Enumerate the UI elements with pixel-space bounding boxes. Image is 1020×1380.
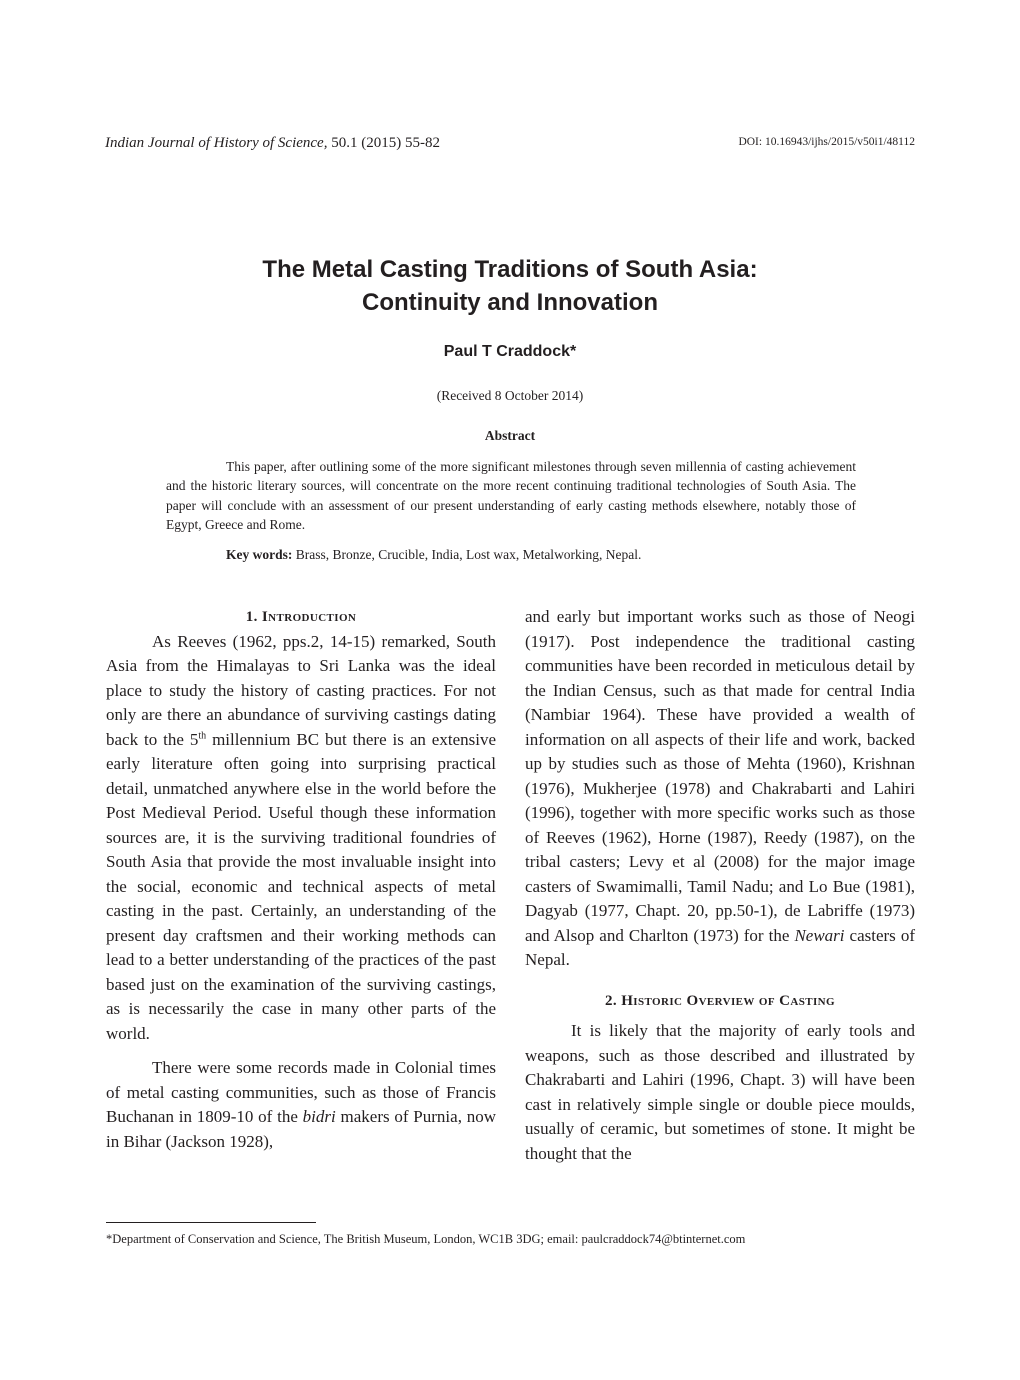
- left-column: [106, 605, 496, 1154]
- volume-pages: 50.1 (2015) 55-82: [327, 135, 440, 151]
- text-run: casters of Nepal.: [525, 925, 915, 969]
- keywords: [226, 547, 641, 563]
- doi: DOI: 10.16943/ijhs/2015/v50i1/48112: [738, 136, 915, 148]
- abstract-text: This paper, after outlining some of the more significant milestones through seven millennia of casting achievement and the historic literary sources, will concentrate on the more recent continuing traditional technologies of South Asia. The paper will conclude with an assessment of our present understanding of early casting methods elsewhere, notably those of Egypt, Greece and Rome.: [166, 459, 856, 532]
- section-number: 2.: [605, 992, 622, 1009]
- text-run: millennium BC but there is an extensive early literature often going into surprising practical detail, unmatched anywhere else in the world before the Post Medieval Period. Useful though these information sources are, it is the surviving traditional foundries of South Asia that provide the most invaluable insight into the social, economic and technical aspects of metal casting in the past. Certainly, an understanding of the present day craftsmen and their working methods can lead to a better understanding of the practices of the past based just on the examination of the surviving castings, as is necessarily the case in many other parts of the world.: [106, 729, 496, 1043]
- section-title: Historic Overview of Casting: [621, 992, 835, 1009]
- section-heading-historic-overview: [525, 989, 915, 1014]
- journal-name: Indian Journal of History of Science,: [105, 135, 328, 151]
- journal-citation: [105, 135, 440, 152]
- keywords-list: Brass, Bronze, Crucible, India, Lost wax, Metalworking, Nepal.: [292, 547, 642, 562]
- superscript: th: [198, 729, 207, 741]
- paragraph: [106, 630, 496, 1047]
- paper-title: [105, 253, 915, 319]
- received-date: (Received 8 October 2014): [436, 388, 584, 403]
- paragraph: It is likely that the majority of early tools and weapons, such as those described and illustrated by Chakrabarti and Lahiri (1996, Chapt. 3) will have been cast in relatively simple single or double piece moulds, usually of ceramic, but sometimes of stone. It might be thought that the: [525, 1021, 915, 1163]
- text-run: There were some records made in Colonial times of metal casting communities, such as those of Francis Buchanan in 1809-10 of the: [106, 1058, 496, 1126]
- text-run: As Reeves (1962, pps.2, 14-15) remarked, South Asia from the Himalayas to Sri Lanka was the ideal place to study the history of casting practices. For not only are there an abundance of surviving castings dating back to the 5: [106, 631, 496, 749]
- text-run: and early but important works such as those of Neogi (1917). Post independence the traditional casting communities have been recorded in meticulous detail by the Indian Census, such as that made for central India (Nambiar 1964). These have provided a wealth of information on all aspects of their life and work, backed up by studies such as those of Mehta (1960), Krishnan (1976), Mukherjee (1978) and Chakrabarti and Lahiri (1996), together with more specific works such as those of Reeves (1962), Horne (1987), Reedy (1987), on the tribal casters; Levy et al (2008) for the major image casters of Swamimalli, Tamil Nadu; and Lo Bue (1981), Dagyab (1977, Chapt. 20, pp.50-1), de Labriffe (1973) and Alsop and Charlton (1973) for the: [525, 607, 915, 945]
- keywords-label: Key words:: [226, 547, 293, 562]
- title-line-1: The Metal Casting Traditions of South Asia:: [262, 256, 758, 283]
- section-heading-introduction: [106, 605, 496, 630]
- section-title: Introduction: [261, 609, 357, 625]
- paragraph: [525, 605, 915, 973]
- italic-term: bidri: [302, 1107, 336, 1126]
- abstract-heading: Abstract: [484, 428, 536, 443]
- paragraph: [106, 1056, 496, 1154]
- text-run: makers of Purnia, now in Bihar (Jackson 1928),: [106, 1107, 496, 1151]
- title-line-2: Continuity and Innovation: [362, 289, 658, 316]
- section-number: 1.: [245, 609, 262, 625]
- right-column: [525, 605, 915, 1166]
- author: Paul T Craddock*: [443, 343, 577, 360]
- italic-term: Newari: [794, 925, 845, 945]
- footnote: *Department of Conservation and Science, The British Museum, London, WC1B 3DG; email: paulcraddock74@btinternet.com: [106, 1232, 746, 1246]
- footnote-rule: [106, 1222, 316, 1223]
- running-header: [105, 135, 915, 159]
